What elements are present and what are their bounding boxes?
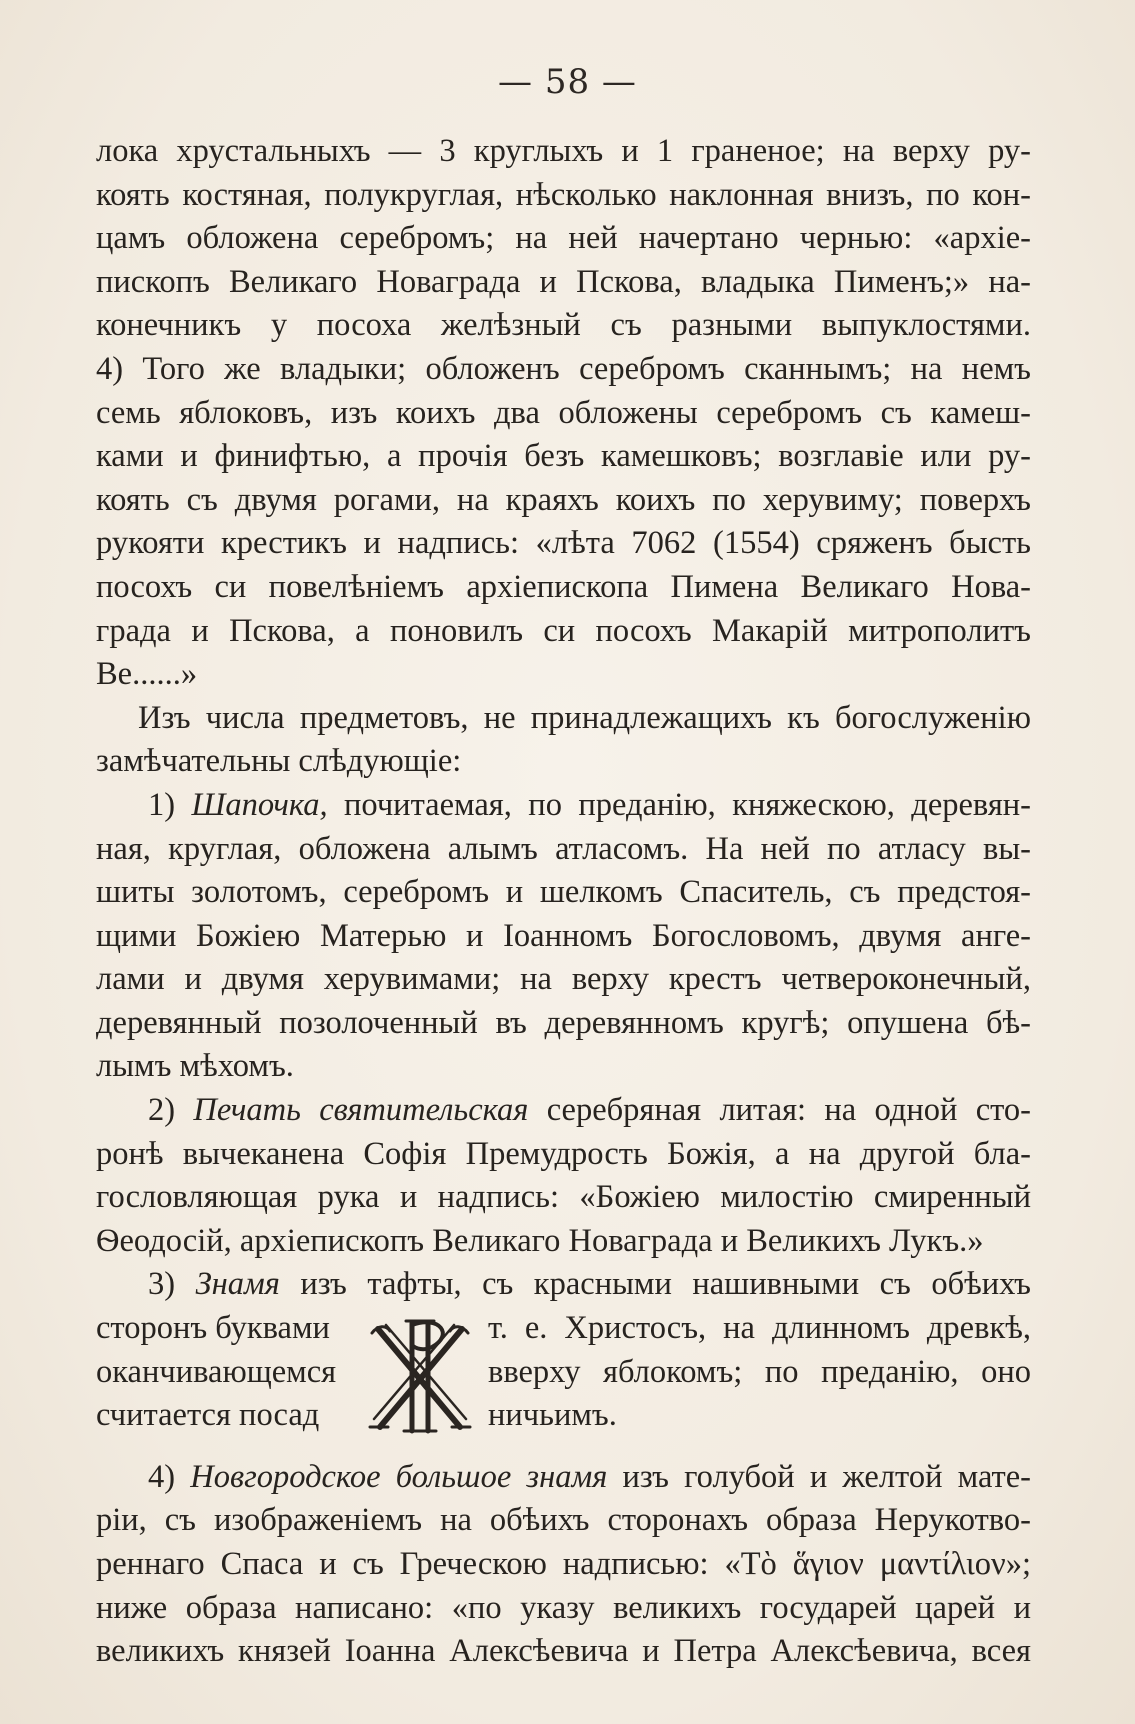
item-4-title: Новгородское большое знамя (190, 1458, 608, 1495)
text-line: цамъ обложена серебромъ; на ней начертано чернью: «архіе- (96, 220, 1031, 257)
text-line: посохъ си повелѣніемъ архіепископа Пимена Великаго Нова- (96, 568, 1031, 605)
item-1-title: Шапочка, (191, 786, 328, 823)
monogram-right-text (488, 1307, 1031, 1438)
text-line: ничьимъ. (488, 1397, 617, 1434)
text-line: ріи, съ изображеніемъ на обѣихъ сторонахъ образа Нерукотво- (96, 1502, 1031, 1539)
item-3-text: изъ тафты, съ красными нашивными съ обѣихъ (279, 1266, 1031, 1303)
text-line: щими Божіею Матерью и Іоанномъ Богословомъ, двумя анге- (96, 917, 1031, 954)
text-line: пископъ Великаго Новаграда и Пскова, владыка Пименъ;» на- (96, 263, 1031, 300)
item-1-first-line (96, 784, 1031, 828)
text-line: ронѣ вычеканена Софія Премудрость Божія, а на другой бла- (96, 1135, 1031, 1172)
page-number: — 58 — (498, 62, 637, 102)
text-line: 4) Того же владыки; обложенъ серебромъ сканнымъ; на немъ (96, 350, 1031, 387)
text-line: ками и финифтью, а прочія безъ камешковъ; возглавіе или ру- (96, 438, 1031, 475)
item-2-first-line (96, 1089, 1031, 1133)
text-line: оканчивающемся (96, 1353, 337, 1390)
text-line: семь яблоковъ, изъ коихъ два обложены серебромъ съ камеш- (96, 394, 1031, 431)
text-line: лами и двумя херувимами; на верху крестъ четвероконечный, (96, 961, 1031, 998)
monogram-block (96, 1307, 1031, 1438)
item-1-number: 1) (148, 786, 192, 823)
item-1-text: почитаемая, по преданію, княжескою, деревян- (327, 786, 1031, 823)
text-line: деревянный позолоченный въ деревянномъ кругѣ; опушена бѣ- (96, 1004, 1031, 1041)
paragraph-intro-line: Изъ числа предметовъ, не принадлежащихъ къ богослуженію (138, 699, 1031, 736)
paragraph-intro-line: замѣчательны слѣдующіе: (96, 743, 462, 780)
text-line: сторонъ буквами (96, 1310, 330, 1347)
text-line: конечникъ у посоха желѣзный съ разными выпуклостями. (96, 307, 1031, 344)
text-line: т. е. Христосъ, на длинномъ древкѣ, (488, 1310, 1031, 1347)
page-text (96, 130, 1031, 1674)
text-line: ниже образа написано: «по указу великихъ государей царей и (96, 1589, 1031, 1626)
item-3-number: 3) (148, 1266, 196, 1303)
text-line: лока хрустальныхъ — 3 круглыхъ и 1 граненое; на верху ру- (96, 133, 1031, 169)
text-line: великихъ князей Іоанна Алексѣевича и Петра Алексѣевича, всея (96, 1633, 1031, 1670)
text-line: ная, круглая, обложена алымъ атласомъ. На ней по атласу вы- (96, 830, 1031, 867)
text-line: Ве......» (96, 656, 198, 693)
item-4-first-line (96, 1456, 1031, 1500)
item-3-first-line (96, 1263, 1031, 1307)
item-2-title: Печать святительская (193, 1092, 529, 1129)
item-3-title: Знамя (195, 1266, 280, 1303)
text-line: реннаго Спаса и съ Греческою надписью: «Τὸ ἅγιον μαντίλιον»; (96, 1546, 1031, 1583)
text-line: града и Пскова, а поновилъ си посохъ Макарій митрополитъ (96, 612, 1031, 649)
monogram-left-text (96, 1307, 344, 1438)
item-2-text: серебряная литая: на одной сто- (528, 1092, 1031, 1129)
text-line: считается посад (96, 1397, 320, 1434)
chi-rho-monogram-icon (368, 1315, 472, 1435)
text-line: лымъ мѣхомъ. (96, 1048, 294, 1085)
item-4-number: 4) (148, 1458, 191, 1495)
item-4-text: изъ голубой и желтой мате- (607, 1458, 1031, 1495)
text-line: коять съ двумя рогами, на краяхъ коихъ по херувиму; поверхъ (96, 481, 1031, 518)
spacer (96, 1438, 1031, 1456)
text-line: вверху яблокомъ; по преданію, оно (488, 1353, 1031, 1390)
text-line: рукояти крестикъ и надпись: «лѣта 7062 (1554) сряженъ бысть (96, 525, 1031, 562)
text-line: коять костяная, полукруглая, нѣсколько наклонная внизъ, по кон- (96, 176, 1031, 213)
text-line: шиты золотомъ, серебромъ и шелкомъ Спаситель, съ предстоя- (96, 874, 1031, 911)
text-line: Ѳеодосій, архіепископъ Великаго Новаграда и Великихъ Лукъ.» (96, 1222, 984, 1259)
item-2-number: 2) (148, 1092, 194, 1129)
text-line: гословляющая рука и надпись: «Божіею милостію смиренный (96, 1179, 1031, 1216)
